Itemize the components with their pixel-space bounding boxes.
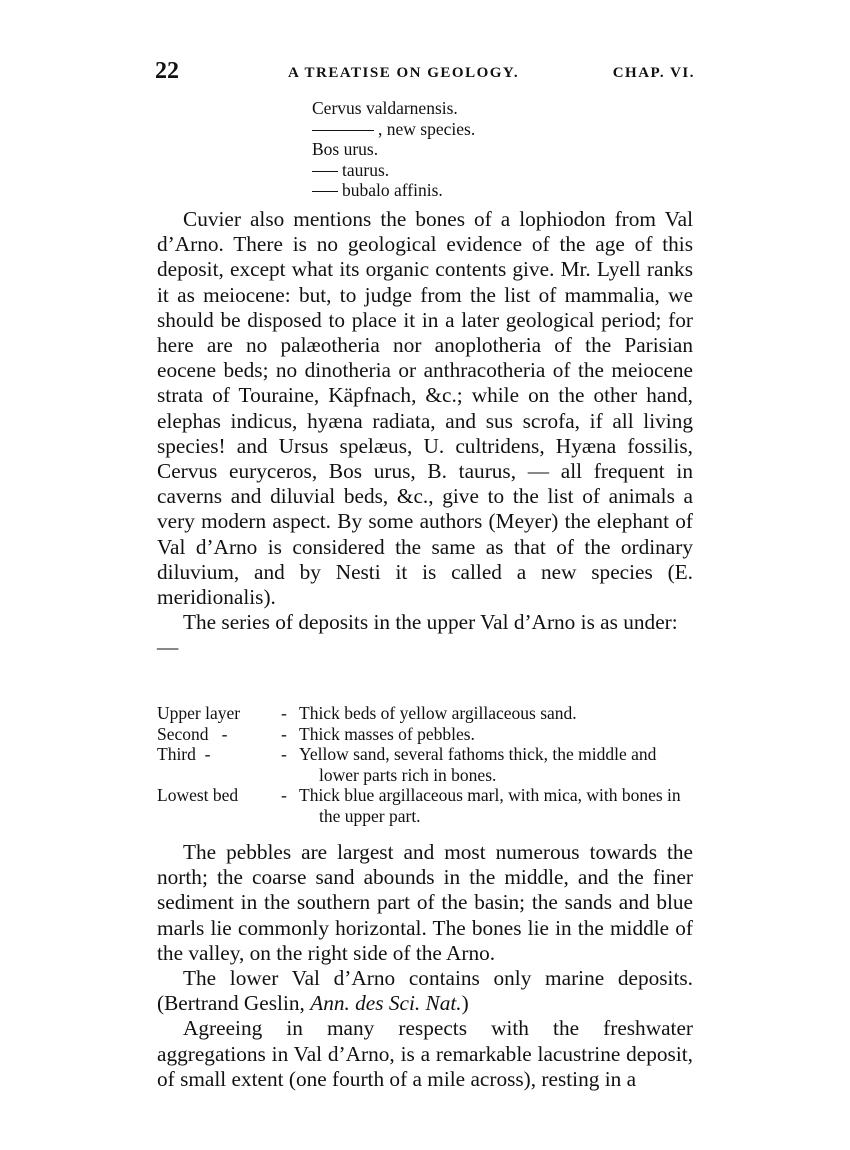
body-upper [157,207,693,661]
paragraph-lower-val-darno: The lower Val d’Arno contains only marine deposits. (Bertrand Geslin, Ann. des Sci. Nat.) [157,966,693,1016]
paragraph-lacustrine: Agreeing in many respects with the freshwater aggregations in Val d’Arno, is a remarkable lacustrine deposit, of small extent (one fourth of a mile across), resting in a [157,1016,693,1091]
series-description: Thick masses of pebbles. [299,723,475,744]
series-label: Lowest bed [157,785,239,805]
series-description: Thick blue argillaceous marl, with mica, with bones in the upper part. [299,785,681,826]
series-label: Third - [157,744,211,764]
series-table [157,703,697,826]
paragraph-pebbles: The pebbles are largest and most numerous towards the north; the coarse sand abounds in the middle, and the finer sediment in the southern part of the basin; the sands and blue marls lie commonly horizontal. The bones lie in the middle of the valley, on the right side of the Arno. [157,840,693,965]
body-lower [157,840,693,1092]
running-title: A TREATISE ON GEOLOGY. [288,65,520,81]
ditto-dash [312,130,374,131]
citation-journal: Ann. des Sci. Nat. [310,991,462,1016]
page-header [155,58,695,88]
species-item: taurus. [312,160,475,181]
species-item: Bos urus. [312,139,379,159]
paragraph-lophiodon: Cuvier also mentions the bones of a lophiodon from Val d’Arno. There is no geological evidence of the age of this deposit, except what its organic contents give. Mr. Lyell ranks it as meiocene: but, to judge from the list of mammalia, we should be disposed to place it in a later geological period; for here are no palæotheria nor anoplotheria of the Parisian eocene beds; no dinotheria or anthracotheria of the meiocene strata of Touraine, Käpfnach, &c.; while on the other hand, elephas indicus, hyæna radiata, and sus scrofa, if all living species! and Ursus spelæus, U. cultridens, Hyæna fossilis, Cervus euryceros, Bos urus, B. taurus, — all frequent in caverns and diluvial beds, &c., give to the list of animals a very modern aspect. By some authors (Meyer) the elephant of Val d’Arno is considered the same as that of the ordinary diluvium, and by Nesti it is called a new species (E. meridionalis). [157,207,693,610]
series-separator: - [281,723,287,744]
page-number: 22 [155,58,179,84]
series-description: Yellow sand, several fathoms thick, the middle and lower parts rich in bones. [299,744,657,785]
species-item: bubalo affinis. [312,180,475,201]
series-separator: - [281,744,287,764]
ditto-dash [312,191,338,192]
chapter-label: CHAP. VI. [612,65,695,81]
series-separator: - [281,703,287,723]
species-item: Cervus valdarnensis. [312,98,458,118]
series-description: Thick beds of yellow argillaceous sand. [299,703,577,723]
series-row [157,703,697,724]
series-separator: - [281,785,287,805]
series-row [157,785,697,826]
paragraph-series-intro: The series of deposits in the upper Val d’Arno is as under: — [157,610,678,660]
series-label: Second - [157,723,228,744]
species-item: , new species. [312,119,475,140]
series-row [157,744,697,785]
series-row [157,724,697,745]
series-label: Upper layer [157,703,241,723]
species-list [312,98,475,201]
ditto-dash [312,171,338,172]
